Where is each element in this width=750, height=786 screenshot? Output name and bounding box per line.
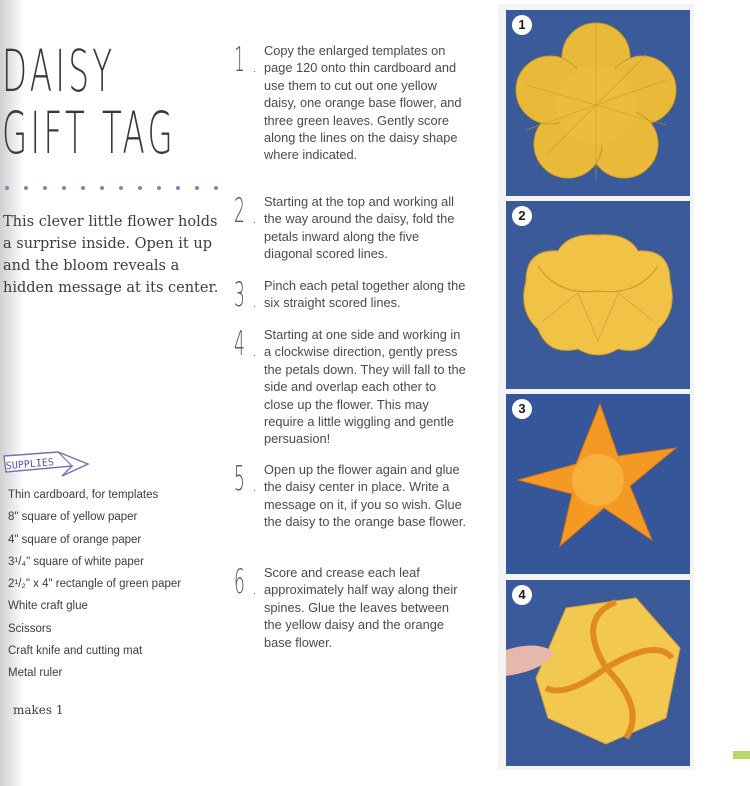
- supplies-heading: SUPPLIES: [5, 457, 55, 473]
- step-number: 3: [234, 275, 245, 315]
- step-number-dot: .: [253, 483, 256, 494]
- photo-step-2: [506, 201, 690, 389]
- supply-item: Craft knife and cutting mat: [8, 645, 143, 658]
- star-fold-illustration: [506, 394, 690, 574]
- swirl-closing-illustration: [506, 580, 690, 766]
- page-title: [2, 37, 177, 167]
- step-number-dot: .: [253, 215, 256, 226]
- step-text: Copy the enlarged templates on page 120 onto thin cardboard and use them to cut out one yellow daisy, one orange base flower, and three green leaves. Gently score along the lines on the daisy shape where indicated.: [264, 43, 462, 163]
- step-number: 4: [234, 324, 245, 364]
- step-number: 6: [234, 562, 245, 602]
- supply-item: Metal ruler: [8, 667, 63, 680]
- supplies-list: [8, 484, 181, 685]
- intro-paragraph: This clever little flower holds a surprise inside. Open it up and the bloom reveals a hidden message at its center.: [3, 214, 219, 296]
- step-number-dot: .: [253, 348, 256, 359]
- photo-step-4: [506, 580, 690, 766]
- step-number-dot: .: [253, 299, 256, 310]
- photo-number-badge: 2: [512, 206, 532, 226]
- supply-item: Scissors: [8, 622, 52, 635]
- title-line-1: DAISY: [2, 37, 116, 105]
- step-text: Open up the flower again and glue the daisy center in place. Write a message on it, if you so wish. Glue the daisy to the orange base flower.: [264, 462, 467, 530]
- supply-item: 4" square of orange paper: [8, 533, 142, 546]
- page-edge-tab: [733, 751, 750, 759]
- decorative-dot-row: [4, 183, 220, 193]
- folded-petals-illustration: [506, 201, 690, 389]
- supply-item: White craft glue: [8, 600, 88, 613]
- step-number: 2: [234, 191, 245, 231]
- step-text: Starting at the top and working all the way around the daisy, fold the petals inward along the five diagonal scored lines.: [264, 194, 455, 262]
- photo-number-badge: 1: [512, 15, 532, 35]
- step-text: Pinch each petal together along the six straight scored lines.: [264, 278, 466, 311]
- photo-number-badge: 3: [512, 399, 532, 419]
- step-number: 1: [234, 40, 245, 80]
- photo-number-badge: 4: [512, 585, 532, 605]
- supply-item: 3¹/₄" square of white paper: [8, 555, 144, 568]
- step-number-dot: .: [253, 64, 256, 75]
- photo-column: [498, 4, 694, 770]
- flat-daisy-illustration: [506, 10, 690, 196]
- supply-item: 8" square of yellow paper: [8, 511, 138, 524]
- supply-item: 2¹/₂" x 4" rectangle of green paper: [8, 578, 182, 591]
- photo-step-3: [506, 394, 690, 574]
- title-line-2: GIFT TAG: [2, 99, 177, 167]
- supply-item: Thin cardboard, for templates: [8, 489, 159, 501]
- step-text: Score and crease each leaf approximately half way along their spines. Glue the leaves between the yellow daisy and the orange base flower.: [264, 565, 458, 650]
- supplies-banner: [2, 446, 102, 482]
- step-text: Starting at one side and working in a clockwise direction, gently press the petals down. They will fall to the side and overlap each other to close up the flower. This may require a little wiggling and gentle persuasion!: [264, 327, 466, 447]
- step-number: 5: [234, 459, 245, 499]
- photo-step-1: [506, 10, 690, 196]
- makes-count: makes 1: [13, 703, 64, 717]
- step-number-dot: .: [253, 586, 256, 597]
